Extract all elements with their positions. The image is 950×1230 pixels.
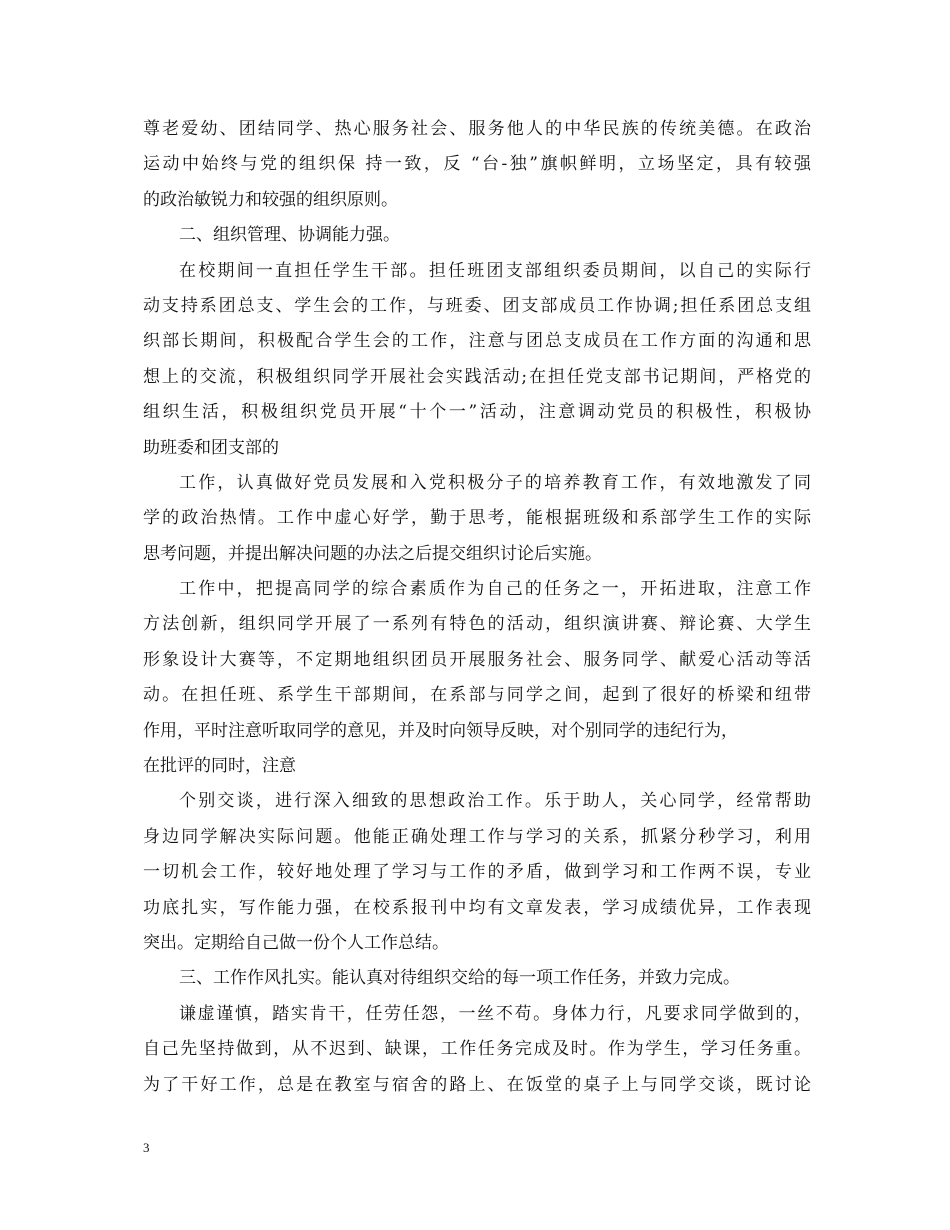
text-line: 谦虚谨慎，踏实肯干，任劳任怨，一丝不苟。身体力行，凡要求同学做到的， <box>179 1003 811 1024</box>
text-line: 工作，认真做好党员发展和入党积极分子的培养教育工作，有效地激发了同 <box>179 472 811 493</box>
text-line: 方法创新，组织同学开展了一系列有特色的活动，组织演讲赛、辩论赛、大学生 <box>143 614 811 635</box>
text-line: 为了干好工作，总是在教室与宿舍的路上、在饭堂的桌子上与同学交谈，既讨论 <box>143 1074 811 1095</box>
text-line: 思考问题，并提出解决问题的办法之后提交组织讨论后实施。 <box>143 543 602 564</box>
text-line: 个别交谈，进行深入细致的思想政治工作。乐于助人，关心同学，经常帮助 <box>179 791 811 812</box>
text-line: 运动中始终与党的组织保 持一致，反 “台-独”旗帜鲜明，立场坚定，具有较强 <box>143 154 811 175</box>
section-heading: 三、工作作风扎实。能认真对待组织交给的每一项工作任务，并致力完成。 <box>179 968 740 989</box>
text-line: 形象设计大赛等，不定期地组织团员开展服务社会、服务同学、献爱心活动等活 <box>143 649 811 670</box>
text-line: 尊老爱幼、团结同学、热心服务社会、服务他人的中华民族的传统美德。在政治 <box>143 119 811 139</box>
text-line: 作用，平时注意听取同学的意见，并及时向领导反映，对个别同学的违纪行为， <box>143 720 738 741</box>
text-line: 想上的交流，积极组织同学开展社会实践活动;在担任党支部书记期间，严格党的 <box>143 366 811 387</box>
text-line: 突出。定期给自己做一份个人工作总结。 <box>143 932 449 953</box>
text-line: 功底扎实，写作能力强，在校系报刊中均有文章发表，学习成绩优异，工作表现 <box>143 897 811 918</box>
text-line: 在校期间一直担任学生干部。担任班团支部组织委员期间，以自己的实际行 <box>179 260 811 281</box>
text-line: 动。在担任班、系学生干部期间，在系部与同学之间，起到了很好的桥梁和纽带 <box>143 685 811 706</box>
text-line: 组织生活，积极组织党员开展“十个一”活动，注意调动党员的积极性，积极协 <box>143 402 811 423</box>
text-line: 动支持系团总支、学生会的工作，与班委、团支部成员工作协调;担任系团总支组 <box>143 295 811 316</box>
page-number: 3 <box>143 1140 150 1155</box>
text-line: 一切机会工作，较好地处理了学习与工作的矛盾，做到学习和工作两不误，专业 <box>143 862 811 883</box>
body-text <box>143 112 811 1103</box>
text-line: 身边同学解决实际问题。他能正确处理工作与学习的关系，抓紧分秒学习，利用 <box>143 826 811 847</box>
section-heading: 二、组织管理、协调能力强。 <box>179 225 400 246</box>
text-line: 学的政治热情。工作中虚心好学，勤于思考，能根据班级和系部学生工作的实际 <box>143 508 811 529</box>
text-line: 在批评的同时，注意 <box>143 756 296 777</box>
text-line: 助班委和团支部的 <box>143 437 279 458</box>
text-line: 的政治敏锐力和较强的组织原则。 <box>143 189 398 210</box>
text-line: 自己先坚持做到，从不迟到、缺课，工作任务完成及时。作为学生，学习任务重。 <box>143 1039 811 1060</box>
text-line: 工作中，把提高同学的综合素质作为自己的任务之一，开拓进取，注意工作 <box>179 579 811 600</box>
text-line: 织部长期间，积极配合学生会的工作，注意与团总支成员在工作方面的沟通和思 <box>143 331 811 352</box>
